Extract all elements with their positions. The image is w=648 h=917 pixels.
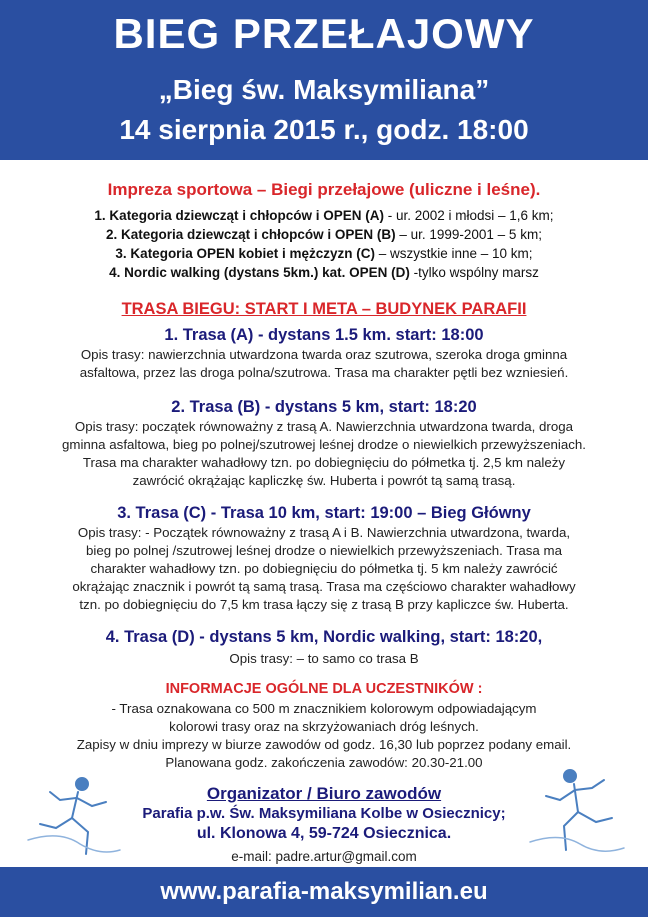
poster-subtitle: „Bieg św. Maksymiliana” <box>158 74 490 105</box>
poster-title: BIEG PRZEŁAJOWY <box>113 10 535 57</box>
track-c-line-5: tzn. po dobiegnięciu do 7,5 km trasa łączy się z trasą B przy kapliczce św. Huberta. <box>79 597 569 612</box>
runner-left-icon <box>20 770 130 870</box>
organizer-heading: Organizator / Biuro zawodów <box>206 784 442 803</box>
track-a-line-1: Opis trasy: nawierzchnia utwardzona twarda oraz szutrowa, szeroka droga gminna <box>80 347 568 362</box>
category-2: 2. Kategoria dziewcząt i chłopców i OPEN (B) – ur. 1999-2001 – 5 km; <box>106 227 542 242</box>
track-c-title: 3. Trasa (C) - Trasa 10 km, start: 19:00 – Bieg Główny <box>117 504 531 522</box>
track-c-line-4: okrążając znacznik i powrót tą samą trasą. Trasa ma częściowo charakter wahadłowy <box>72 579 576 594</box>
route-heading: TRASA BIEGU: START I META – BUDYNEK PARAFII <box>121 300 527 318</box>
organizer-email: e-mail: padre.artur@gmail.com <box>231 849 417 864</box>
track-d-line-1: Opis trasy: – to samo co trasa B <box>229 651 419 666</box>
info-heading: INFORMACJE OGÓLNE DLA UCZESTNIKÓW : <box>165 681 483 697</box>
track-a-line-2: asfaltowa, przez las droga polna/szutrowa. Trasa ma charakter pętli bez wzniesień. <box>79 365 569 380</box>
event-heading: Impreza sportowa – Biegi przełajowe (uliczne i leśne). <box>107 180 541 199</box>
track-b-line-4: zawrócić okrążając kapliczkę św. Huberta i powrót tą samą trasą. <box>132 473 516 488</box>
track-c-line-3: charakter wahadłowy tzn. po dobiegnięciu do półmetka tj. 5 km należy zawrócić <box>90 561 558 576</box>
track-d-title: 4. Trasa (D) - dystans 5 km, Nordic walking, start: 18:20, <box>105 628 543 646</box>
website-link[interactable]: www.parafia-maksymilian.eu <box>160 878 488 905</box>
organizer-line-2: ul. Klonowa 4, 59-724 Osiecznica. <box>196 825 452 842</box>
info-line-1: - Trasa oznakowana co 500 m znacznikiem kolorowym odpowiadającym <box>111 701 537 716</box>
info-line-3: Zapisy w dniu imprezy w biurze zawodów od godz. 16,30 lub poprzez podany email. <box>76 737 572 752</box>
poster-date: 14 sierpnia 2015 r., godz. 18:00 <box>119 114 529 145</box>
track-c-line-1: Opis trasy: - Początek równoważny z trasą A i B. Nawierzchnia utwardzona, twarda, <box>77 525 571 540</box>
header-banner <box>0 0 648 160</box>
track-b-title: 2. Trasa (B) - dystans 5 km, start: 18:20 <box>171 398 477 416</box>
organizer-line-1: Parafia p.w. Św. Maksymiliana Kolbe w Osiecznicy; <box>142 805 506 822</box>
track-a-title: 1. Trasa (A) - dystans 1.5 km. start: 18:00 <box>164 326 484 344</box>
track-b-line-2: gminna asfaltowa, bieg po polnej/szutrowej leśnej drodze o niewielkich przewyższeniach. <box>61 437 587 452</box>
track-b-line-1: Opis trasy: początek równoważny z trasą A. Nawierzchnia utwardzona twarda, droga <box>74 419 574 434</box>
runner-right-icon <box>520 762 630 867</box>
category-3: 3. Kategoria OPEN kobiet i mężczyzn (C) – wszystkie inne – 10 km; <box>115 246 533 261</box>
category-4: 4. Nordic walking (dystans 5km.) kat. OPEN (D) -tylko wspólny marsz <box>109 265 539 280</box>
footer-banner <box>0 867 648 917</box>
info-line-2: kolorowi trasy oraz na skrzyżowaniach dróg leśnych. <box>169 719 479 734</box>
track-b-line-3: Trasa ma charakter wahadłowy tzn. po dobiegnięciu do półmetka tj. 2,5 km należy <box>82 455 566 470</box>
info-line-4: Planowana godz. zakończenia zawodów: 20.30-21.00 <box>165 755 483 770</box>
category-1: 1. Kategoria dziewcząt i chłopców i OPEN (A) - ur. 2002 i młodsi – 1,6 km; <box>94 208 554 223</box>
track-c-line-2: bieg po polnej /szutrowej leśnej drodze o niewielkich przewyższeniach. Trasa ma <box>86 543 562 558</box>
